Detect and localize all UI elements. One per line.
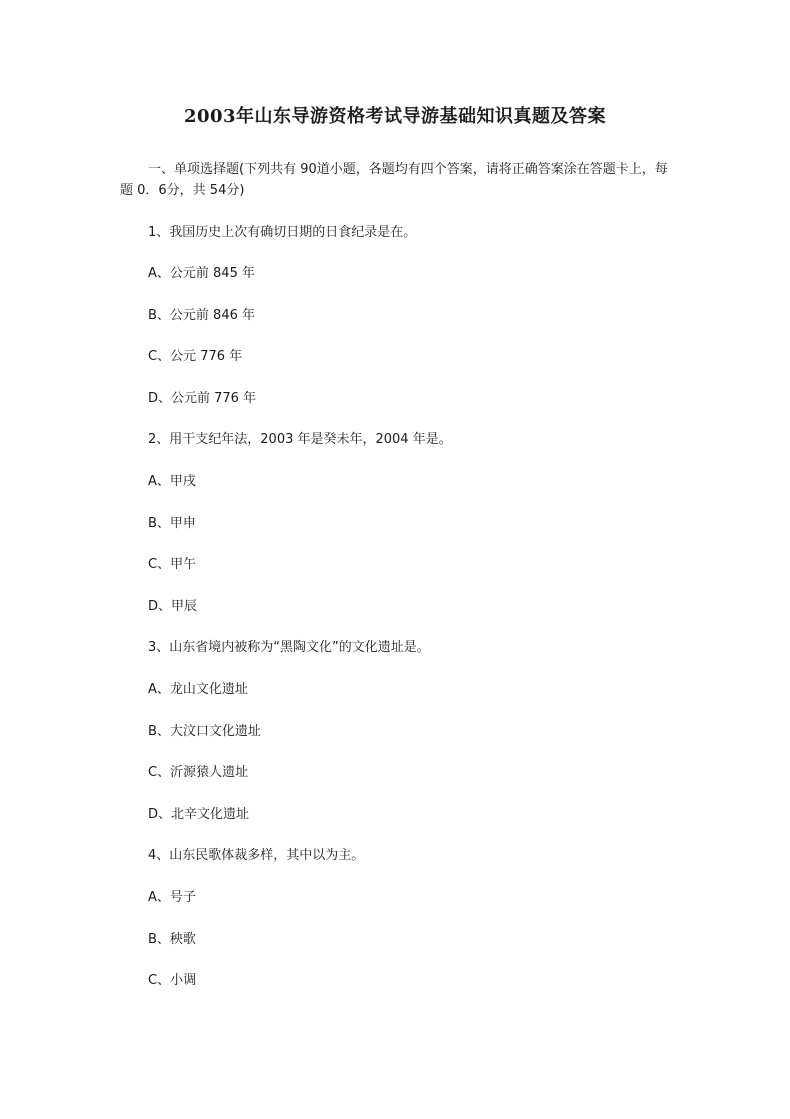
- section-intro: 一、单项选择题(下列共有 90道小题，各题均有四个答案，请将正确答案涂在答题卡上，每题 0．6分，共 54分): [120, 162, 668, 198]
- answer-option: B、秧歌: [148, 932, 196, 947]
- answer-option: D、甲辰: [148, 599, 198, 614]
- answer-option: C、公元 776 年: [148, 349, 243, 364]
- answer-option: C、小调: [148, 973, 197, 988]
- answer-option: A、号子: [148, 890, 196, 905]
- document-title: 2003年山东导游资格考试导游基础知识真题及答案: [183, 106, 607, 127]
- answer-option: B、公元前 846 年: [148, 308, 255, 323]
- answer-option: D、北辛文化遗址: [148, 807, 250, 822]
- question-stem: 1、我国历史上次有确切日期的日食纪录是在。: [148, 225, 417, 240]
- answer-option: A、龙山文化遗址: [148, 682, 248, 697]
- question-stem: 3、山东省境内被称为“黑陶文化”的文化遗址是。: [148, 640, 430, 655]
- answer-option: A、甲戌: [148, 474, 196, 489]
- question-stem: 2、用干支纪年法，2003 年是癸未年，2004 年是。: [148, 432, 452, 447]
- answer-option: D、公元前 776 年: [148, 391, 257, 406]
- answer-option: B、甲申: [148, 516, 196, 531]
- answer-option: A、公元前 845 年: [148, 266, 255, 281]
- question-stem: 4、山东民歌体裁多样，其中以为主。: [148, 848, 365, 863]
- answer-option: C、沂源猿人遗址: [148, 765, 249, 780]
- answer-option: C、甲午: [148, 557, 197, 572]
- answer-option: B、大汶口文化遗址: [148, 724, 261, 739]
